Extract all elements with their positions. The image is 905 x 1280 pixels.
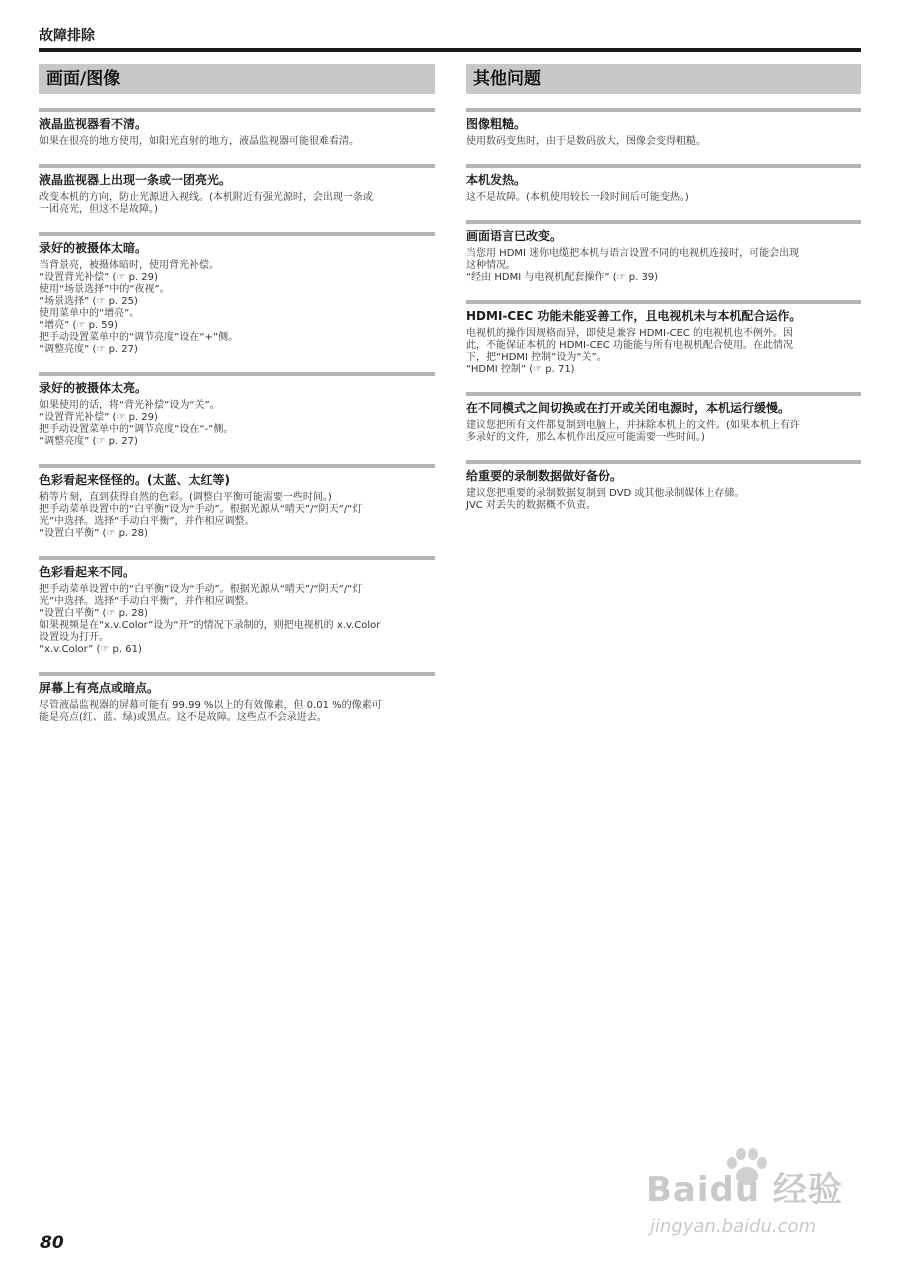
topic-divider	[39, 672, 435, 676]
faq-topic	[39, 672, 435, 724]
topic-text-line: 光”中选择。选择“手动白平衡”，并作相应调整。	[39, 516, 255, 527]
topic-text-line: “HDMI 控制” (☞ p. 71)	[466, 364, 575, 375]
topic-text-line: 当您用 HDMI 迷你电缆把本机与语言设置不同的电视机连接时，可能会出现	[466, 248, 800, 259]
topic-title: 屏幕上有亮点或暗点。	[39, 681, 160, 695]
topic-title: 给重要的录制数据做好备份。	[466, 469, 623, 483]
topic-divider	[466, 220, 861, 224]
topic-text-line: 如果视频是在“x.v.Color”设为“开”的情况下录制的，则把电视机的 x.v.Color	[39, 620, 381, 631]
topic-title: 色彩看起来怪怪的。(太蓝、太红等)	[39, 473, 230, 487]
page-header	[39, 26, 861, 52]
topic-title: 图像粗糙。	[466, 117, 527, 131]
topic-divider	[466, 460, 861, 464]
faq-topic	[466, 392, 861, 444]
topic-text-line: 使用菜单中的“增亮”。	[39, 308, 140, 319]
topic-divider	[466, 300, 861, 304]
topic-title: HDMI-CEC 功能未能妥善工作，且电视机未与本机配合运作。	[466, 309, 802, 323]
topic-text-line: 使用数码变焦时，由于是数码放大，图像会变得粗糙。	[466, 136, 706, 147]
topic-text-line: 把手动菜单设置中的“白平衡”设为“手动”。根据光源从“晴天”/“阴天”/“灯	[39, 504, 363, 515]
topic-text-line: “经由 HDMI 与电视机配套操作” (☞ p. 39)	[466, 272, 659, 283]
topic-text-line: “增亮” (☞ p. 59)	[39, 320, 118, 331]
topic-title: 色彩看起来不同。	[39, 565, 136, 579]
faq-topic	[39, 164, 435, 216]
topic-title: 录好的被摄体太暗。	[39, 241, 148, 255]
topic-title: 录好的被摄体太亮。	[39, 381, 148, 395]
topic-divider	[39, 464, 435, 468]
topic-text-line: 多录好的文件，那么本机作出反应可能需要一些时间。)	[466, 432, 705, 443]
topic-divider	[39, 232, 435, 236]
faq-topic	[466, 108, 861, 148]
topic-title: 液晶监视器上出现一条或一团亮光。	[39, 173, 232, 187]
page-title: 故障排除	[39, 28, 95, 44]
left-column	[39, 64, 435, 740]
topic-text-line: 一团亮光，但这不是故障。)	[39, 204, 158, 215]
topic-text-line: 如果使用的话，将“背光补偿”设为“关”。	[39, 400, 220, 411]
topic-text-line: 能是亮点(红、蓝、绿)或黑点。这不是故障。这些点不会录进去。	[39, 712, 327, 723]
topic-title: 在不同模式之间切换或在打开或关闭电源时，本机运行缓慢。	[466, 401, 791, 415]
header-divider	[39, 48, 861, 52]
topic-text-line: “设置背光补偿” (☞ p. 29)	[39, 272, 158, 283]
topic-title: 画面语言已改变。	[466, 229, 563, 243]
watermark-url: jingyan.baidu.com	[650, 1216, 817, 1237]
topic-text-line: 这种情况。	[466, 260, 516, 271]
topic-text-line: JVC 对丢失的数据概不负责。	[466, 500, 596, 511]
topic-text-line: 下，把“HDMI 控制”设为“关”。	[466, 352, 607, 363]
topic-divider	[39, 556, 435, 560]
faq-topic	[466, 164, 861, 204]
topic-text-line: 此，不能保证本机的 HDMI-CEC 功能能与所有电视机配合使用。在此情况	[466, 340, 794, 351]
faq-topic	[466, 460, 861, 512]
topic-divider	[39, 372, 435, 376]
faq-topic	[39, 232, 435, 356]
faq-topic	[39, 464, 435, 540]
faq-topic	[466, 220, 861, 284]
topic-title: 本机发热。	[466, 173, 527, 187]
topic-text-line: “x.v.Color” (☞ p. 61)	[39, 644, 142, 655]
page-number: 80	[40, 1233, 64, 1253]
section-title-other: 其他问题	[466, 64, 861, 94]
topic-text-line: 把手动菜单设置中的“白平衡”设为“手动”。根据光源从“晴天”/“阴天”/“灯	[39, 584, 363, 595]
topic-divider	[466, 392, 861, 396]
topic-text-line: 建议您把重要的录制数据复制到 DVD 或其他录制媒体上存储。	[466, 488, 745, 499]
topic-text-line: 电视机的操作因规格而异，即使是兼容 HDMI-CEC 的电视机也不例外。因	[466, 328, 794, 339]
right-column	[466, 64, 861, 528]
faq-topic	[39, 108, 435, 148]
topic-text-line: 光”中选择。选择“手动白平衡”，并作相应调整。	[39, 596, 255, 607]
topic-divider	[39, 108, 435, 112]
faq-topic	[466, 300, 861, 376]
topic-text-line: 这不是故障。(本机使用较长一段时间后可能变热。)	[466, 192, 689, 203]
topic-text-line: 尽管液晶监视器的屏幕可能有 99.99 %以上的有效像素，但 0.01 %的像素可	[39, 700, 382, 711]
topic-text-line: “场景选择” (☞ p. 25)	[39, 296, 138, 307]
topic-text-line: 稍等片刻，直到获得自然的色彩。(调整白平衡可能需要一些时间。)	[39, 492, 332, 503]
right-topic-list	[466, 108, 861, 512]
watermark	[638, 1140, 874, 1260]
topic-text-line: 设置设为打开。	[39, 632, 109, 643]
left-topic-list	[39, 108, 435, 724]
topic-text-line: 当背景亮，被摄体暗时，使用背光补偿。	[39, 260, 219, 271]
topic-text-line: “设置白平衡” (☞ p. 28)	[39, 528, 148, 539]
topic-text-line: 把手动设置菜单中的“调节亮度”设在“+”侧。	[39, 332, 239, 343]
faq-topic	[39, 372, 435, 448]
topic-text-line: “调整亮度” (☞ p. 27)	[39, 436, 138, 447]
topic-text-line: “调整亮度” (☞ p. 27)	[39, 344, 138, 355]
topic-text-line: 如果在很亮的地方使用，如阳光直射的地方，液晶监视器可能很难看清。	[39, 136, 359, 147]
faq-topic	[39, 556, 435, 656]
topic-text-line: 把手动设置菜单中的“调节亮度”设在“-”侧。	[39, 424, 234, 435]
topic-text-line: 建议您把所有文件都复制到电脑上，并抹除本机上的文件。(如果本机上有许	[466, 420, 800, 431]
topic-divider	[466, 164, 861, 168]
section-title-display: 画面/图像	[39, 64, 435, 94]
topic-text-line: 使用“场景选择”中的“夜视”。	[39, 284, 170, 295]
topic-text-line: “设置背光补偿” (☞ p. 29)	[39, 412, 158, 423]
watermark-logo: Baidu 经验	[646, 1170, 843, 1210]
topic-divider	[466, 108, 861, 112]
topic-text-line: 改变本机的方向，防止光源进入视线。(本机附近有强光源时，会出现一条或	[39, 192, 373, 203]
topic-text-line: “设置白平衡” (☞ p. 28)	[39, 608, 148, 619]
topic-title: 液晶监视器看不清。	[39, 117, 148, 131]
topic-divider	[39, 164, 435, 168]
